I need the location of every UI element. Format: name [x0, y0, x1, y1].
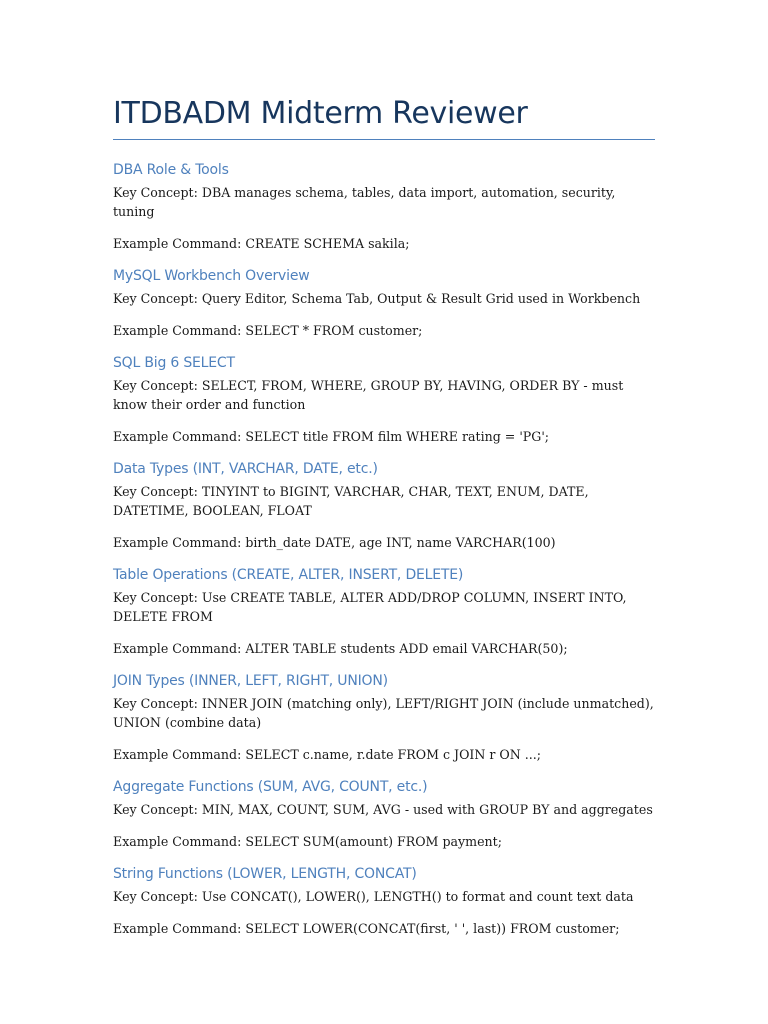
section-heading: Aggregate Functions (SUM, AVG, COUNT, etc.): [113, 779, 428, 795]
section-heading: Data Types (INT, VARCHAR, DATE, etc.): [113, 461, 378, 477]
example-command-text: Example Command: SELECT c.name, r.date FROM c JOIN r ON ...;: [113, 747, 542, 762]
title-underline: [113, 139, 655, 140]
section-heading: DBA Role & Tools: [113, 162, 229, 178]
section-heading: JOIN Types (INNER, LEFT, RIGHT, UNION): [113, 673, 388, 689]
key-concept-text: Key Concept: SELECT, FROM, WHERE, GROUP BY, HAVING, ORDER BY - must know their order and function: [113, 378, 624, 412]
section-data-types: [113, 456, 655, 552]
key-concept-text: Key Concept: Use CONCAT(), LOWER(), LENGTH() to format and count text data: [113, 889, 634, 904]
section-table-operations: [113, 562, 655, 658]
sections-list: [113, 157, 655, 948]
example-command-text: Example Command: SELECT title FROM film WHERE rating = 'PG';: [113, 429, 550, 444]
example-command-text: Example Command: SELECT LOWER(CONCAT(first, ' ', last)) FROM customer;: [113, 921, 620, 936]
key-concept-text: Key Concept: Query Editor, Schema Tab, Output & Result Grid used in Workbench: [113, 291, 641, 306]
key-concept-text: Key Concept: INNER JOIN (matching only), LEFT/RIGHT JOIN (include unmatched), UNION (combine data): [113, 696, 654, 730]
key-concept-text: Key Concept: Use CREATE TABLE, ALTER ADD/DROP COLUMN, INSERT INTO, DELETE FROM: [113, 590, 627, 624]
section-heading: Table Operations (CREATE, ALTER, INSERT, DELETE): [113, 567, 464, 583]
section-heading: String Functions (LOWER, LENGTH, CONCAT): [113, 866, 417, 882]
example-command-text: Example Command: SELECT * FROM customer;: [113, 323, 423, 338]
section-heading: SQL Big 6 SELECT: [113, 355, 235, 371]
section-heading: MySQL Workbench Overview: [113, 268, 310, 284]
example-command-text: Example Command: SELECT SUM(amount) FROM payment;: [113, 834, 502, 849]
section-string-functions: [113, 861, 655, 938]
section-big-6-select: [113, 350, 655, 446]
key-concept-text: Key Concept: TINYINT to BIGINT, VARCHAR, CHAR, TEXT, ENUM, DATE, DATETIME, BOOLEAN, FLOAT: [113, 484, 589, 518]
key-concept-text: Key Concept: MIN, MAX, COUNT, SUM, AVG - used with GROUP BY and aggregates: [113, 802, 653, 817]
section-dba-role: [113, 157, 655, 253]
example-command-text: Example Command: ALTER TABLE students ADD email VARCHAR(50);: [113, 641, 568, 656]
key-concept-text: Key Concept: DBA manages schema, tables, data import, automation, security, tuning: [113, 185, 616, 219]
example-command-text: Example Command: CREATE SCHEMA sakila;: [113, 236, 410, 251]
section-workbench-overview: [113, 263, 655, 340]
example-command-text: Example Command: birth_date DATE, age INT, name VARCHAR(100): [113, 535, 556, 550]
section-join-types: [113, 668, 655, 764]
document-title: ITDBADM Midterm Reviewer: [113, 96, 528, 131]
section-aggregate-functions: [113, 774, 655, 851]
